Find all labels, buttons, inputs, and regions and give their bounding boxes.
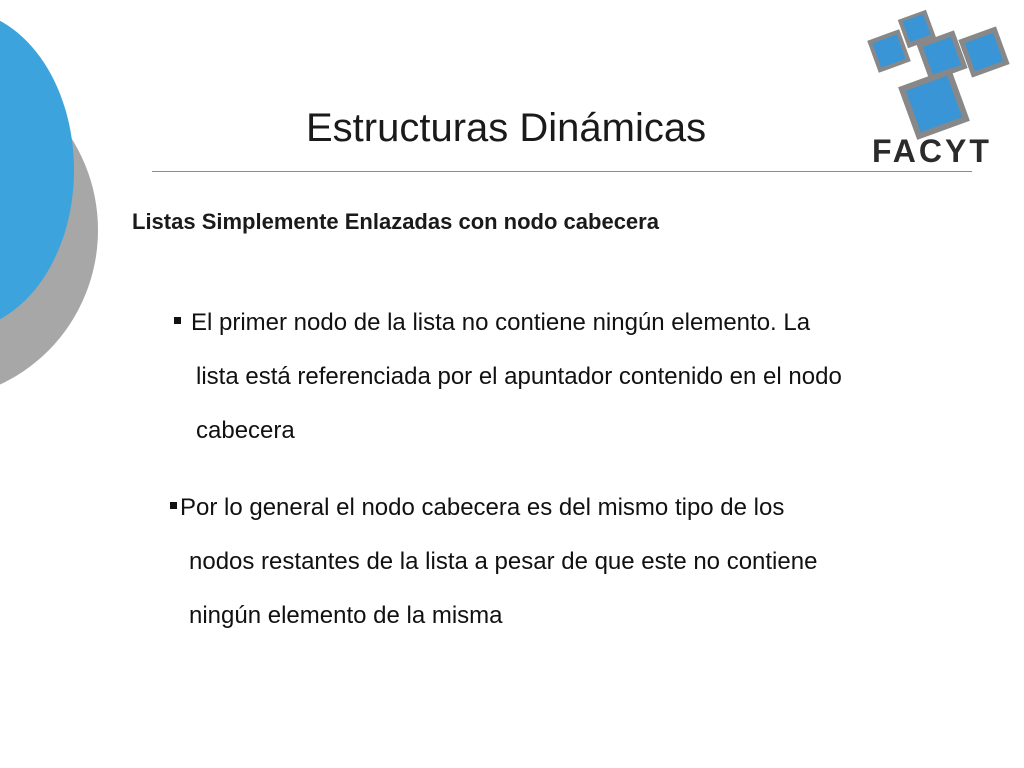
logo-squares (867, 10, 1009, 140)
bullet-text: Por lo general el nodo cabecera es del mismo tipo de los (180, 494, 785, 521)
title-divider (152, 171, 972, 172)
bullet-text: El primer nodo de la lista no contiene ningún elemento. La (191, 309, 811, 336)
logo-text: FACYT (872, 133, 992, 168)
facyt-logo (866, 6, 1022, 168)
slide-title: Estructuras Dinámicas (306, 106, 707, 150)
bullet-item (174, 296, 842, 458)
bullet-line: cabecera (196, 417, 295, 444)
bullet-line: lista está referenciada por el apuntador contenido en el nodo (196, 363, 842, 390)
bullet-square-icon (174, 317, 181, 324)
bullet-line (174, 296, 842, 350)
bullet-item (170, 481, 817, 643)
bullet-line (170, 481, 817, 535)
bullet-square-icon (170, 502, 177, 509)
decorative-circles (0, 0, 110, 420)
slide-subtitle: Listas Simplemente Enlazadas con nodo cabecera (132, 209, 659, 234)
bullet-line: nodos restantes de la lista a pesar de que este no contiene (189, 548, 818, 575)
bullet-line: ningún elemento de la misma (189, 602, 503, 629)
facyt-logo-icon (866, 6, 1022, 168)
